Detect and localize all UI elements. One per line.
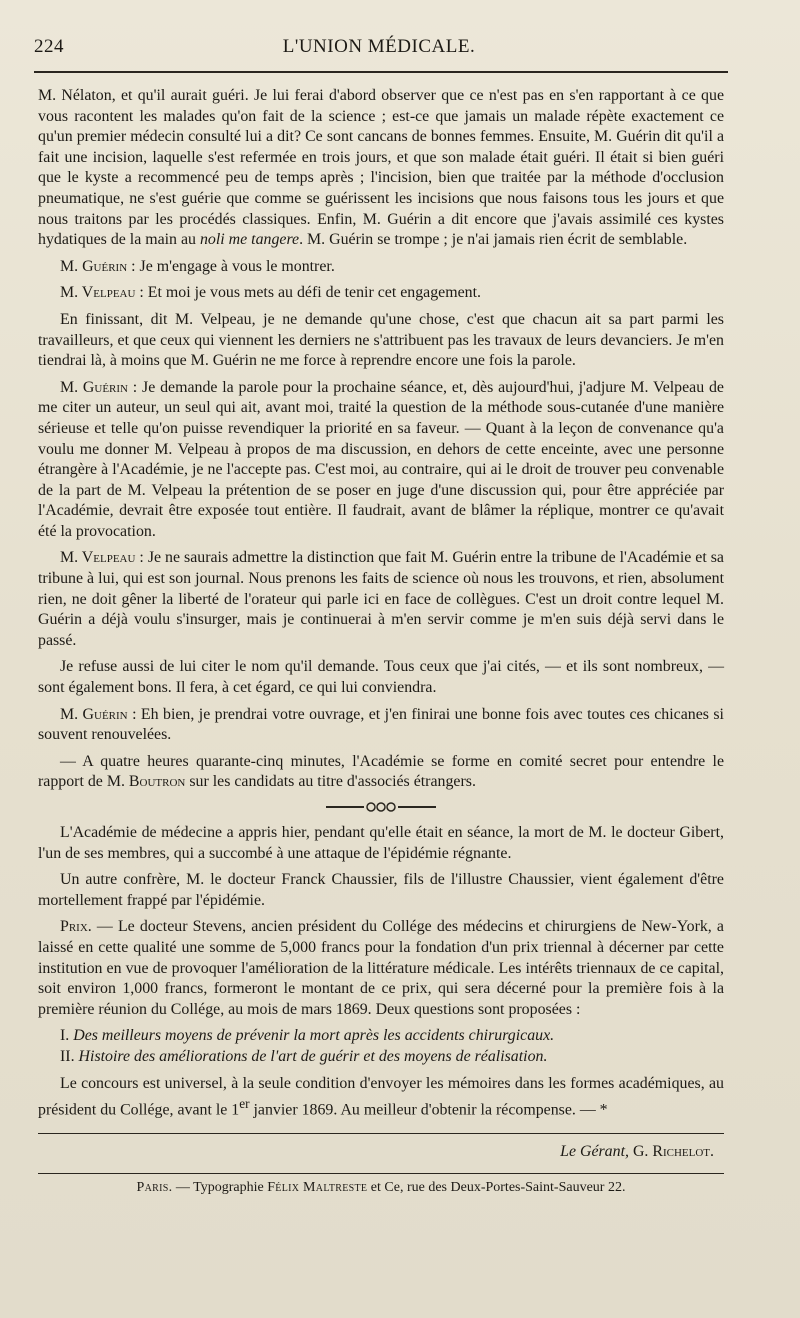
running-header [34,36,724,62]
paragraph-velpeau-refuse: Je refuse aussi de lui citer le nom qu'il demande. Tous ceux que j'ai cités, — et ils sont nombreux, — sont également bons. Il fera, à cet égard, ce qui lui conviendra. [38,658,724,697]
dialogue-guerin-3 [38,705,724,746]
dialogue-guerin-1 [38,257,724,278]
question-1 [38,1026,724,1047]
speaker-name: M. Guérin [60,257,128,275]
imprint [38,1178,724,1199]
paragraph-comite-secret [38,752,724,793]
question-number: I. [60,1027,70,1045]
section-ornament [38,799,724,817]
imprint-text-after: et Ce, rue des Deux-Portes-Saint-Sauveur 22. [367,1179,626,1195]
ornament-icon [326,799,436,815]
concours-text-after: janvier 1869. Au meilleur d'obtenir la récompense. — * [249,1101,608,1119]
imprint-printer: Félix Maltreste [267,1179,368,1195]
question-text: Des meilleurs moyens de prévenir la mort après les accidents chirurgicaux. [73,1027,555,1045]
speaker-name: M. Guérin [60,705,128,723]
concours-superscript: er [239,1096,250,1112]
page-number: 224 [34,36,64,57]
speech-text: : Je demande la parole pour la prochaine séance, et, dès aujourd'hui, j'adjure M. Velpeau de me citer un auteur, un seul qui ait, avant moi, traité la question de la méthode sous-cutanée d'une manière sérieuse et telle qu'on puisse revendiquer la priorité en sa faveur. — Quant à la leçon de convenance qu'a voulu me donner M. Velpeau à propos de ma discussion, en dehors de cette enceinte, avec une personne étrangère à l'Académie, je ne l'accepte pas. C'est moi, au contraire, qui ai le droit de trouver peu convenable de la part de M. Velpeau la prétention de se poser en juge d'une discussion qui, pour être appréciée par l'Académie, devrait être exposée tout entière. Il faudrait, avant de blâmer la réplique, montrer ce qu'avait été la provocation. [38,378,724,540]
paragraph-prix [38,917,724,1020]
question-number: II. [60,1047,75,1065]
signature [38,1142,714,1163]
latin-phrase: noli me tangere [199,231,300,249]
question-text: Histoire des améliorations de l'art de guérir et des moyens de réalisation. [78,1047,548,1065]
closing-text-before: — A quatre heures quarante-cinq minutes, l'Académie se forme en comité secret pour entendre le rapport de [38,752,724,791]
prix-label: Prix. [60,918,92,936]
speech-text: : Et moi je vous mets au défi de tenir cet engagement. [135,284,481,302]
imprint-text-before: — Typographie [172,1179,268,1195]
dialogue-velpeau-1 [38,283,724,304]
speaker-name: M. Velpeau [60,284,136,302]
closing-text-after: sur les candidats au titre d'associés étrangers. [185,773,476,791]
signature-rule [38,1133,724,1134]
paragraph-velpeau-conclusion: En finissant, dit M. Velpeau, je ne demande qu'une chose, c'est que chacun ait sa part parmi les travailleurs, et que ceux qui viennent les derniers ne s'attribuent pas les travaux de leurs devanciers. Je m'en tiendrai là, à moins que M. Guérin ne me force à reprendre encore une fois la parole. [38,310,724,370]
news-chaussier: Un autre confrère, M. le docteur Franck Chaussier, fils de l'illustre Chaussier, vient également d'être mortellement frappé par l'épidémie. [38,871,724,909]
speech-text: : Je m'engage à vous le montrer. [127,257,335,275]
closing-name: M. Boutron [106,773,186,791]
dialogue-velpeau-2 [38,548,724,651]
paragraph-continuation: M. Nélaton, et qu'il aurait guéri. Je lui ferai d'abord observer que ce n'est pas en s'en rapportant à ce que vous racontent les malades qu'on fait de la science ; est-ce que jamais un malade répète exactement ce qu'un premier médecin consulté lui a dit? Ce sont cancans de bonnes femmes. Ensuite, M. Guérin dit qu'il a fait une incision, laquelle s'est refermée en trois jours, et que son malade était guéri. Il était si bien guéri que le kyste a recommencé peu de temps après ; l'incision, bien que traitée par la méthode d'occlusion pneumatique, ne s'est guérie que comme se guérissent les incisions que nous faisons tous les jours et que nous traitons par les procédés classiques. Enfin, M. Guérin a dit encore que j'avais assimilé ces kystes hydatiques de la main au noli me tangere. M. Guérin se trompe ; je n'ai jamais rien écrit de semblable. [38,87,724,249]
article-body [38,86,724,1198]
journal-title: L'UNION MÉDICALE. [282,36,476,57]
question-2 [38,1047,724,1068]
speech-text: : Je ne saurais admettre la distinction que fait M. Guérin entre la tribune de l'Académie et sa tribune à lui, qui est son journal. Nous prenons les faits de science où nous les trouvons, et rien, absolument rien, ne doit gêner la liberté de l'orateur qui parle ici en face de collègues. C'est un droit contre lequel M. Guérin a déjà voulu s'insurger, mais je continuerai à m'en servir comme je m'en suis déjà servi dans le passé. [38,549,724,649]
signature-name: G. Richelot. [632,1143,714,1161]
paragraph-concours [38,1074,724,1121]
dialogue-guerin-2 [38,378,724,543]
prix-text: — Le docteur Stevens, ancien président du Collége des médecins et chirurgiens de New-York, a laissé en cette qualité une somme de 5,000 francs pour la fondation d'un prix triennal à décerner par cette institution en vue de provoquer l'amélioration de la littérature médicale. Les intérêts triennaux de ce capital, soit environ 1,000 francs, formeront le montant de ce prix, qui sera décerné pour la première fois à la première réunion du Collége, au mois de mars 1869. Deux questions sont proposées : [38,918,724,1018]
header-rule [34,71,728,73]
imprint-city: Paris. [136,1179,173,1195]
speaker-name: M. Velpeau [60,549,136,567]
signature-role: Le Gérant, [560,1143,629,1161]
concours-text-before: Le concours est universel, à la seule condition d'envoyer les mémoires dans les formes académiques, au président du Collége, avant le 1 [38,1074,724,1119]
news-gibert: L'Académie de médecine a appris hier, pendant qu'elle était en séance, la mort de M. le docteur Gibert, l'un de ses membres, qui a succombé à une attaque de l'épidémie régnante. [38,824,724,862]
speech-text: : Eh bien, je prendrai votre ouvrage, et j'en finirai une bonne fois avec toutes ces chicanes si souvent renouvelées. [38,705,724,744]
imprint-rule [38,1173,724,1174]
speaker-name: M. Guérin [60,378,128,396]
